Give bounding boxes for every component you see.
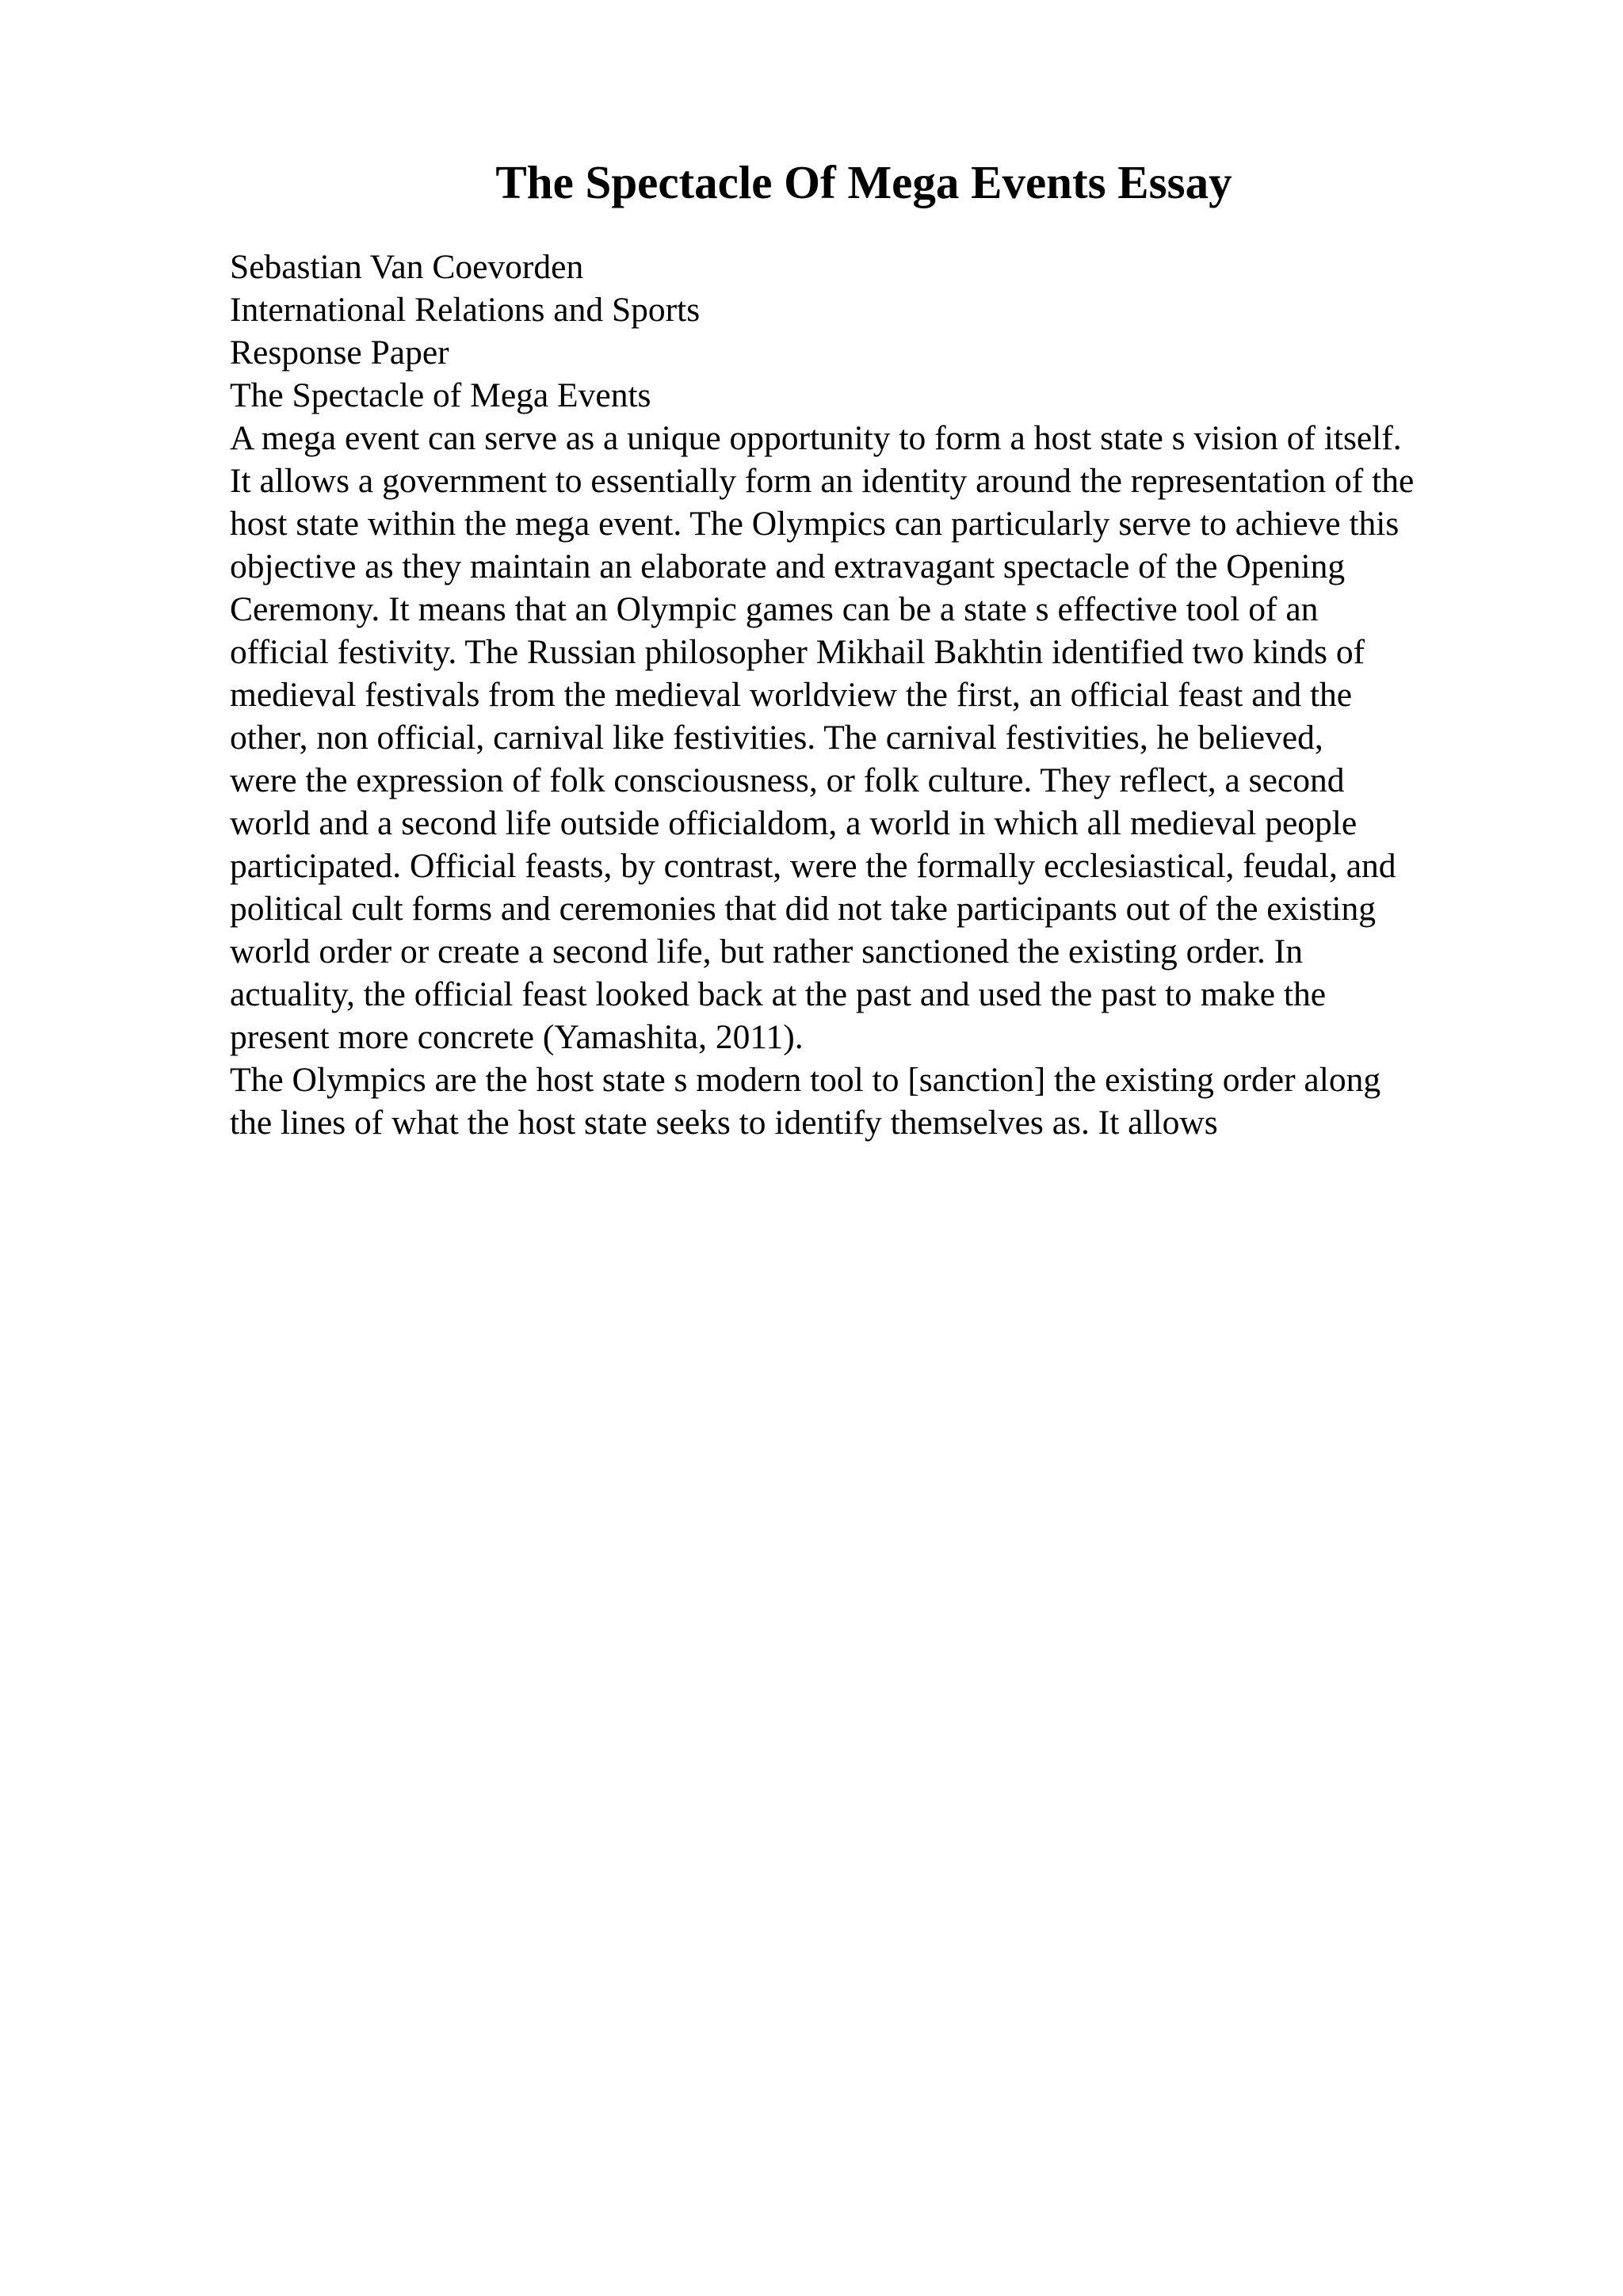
paper-title-line: The Spectacle of Mega Events	[230, 376, 651, 414]
body-text-line: participated. Official feasts, by contrast, were the formally ecclesiastical, feudal, and	[230, 847, 1396, 885]
body-text-line: actuality, the official feast looked back at the past and used the past to make the	[230, 975, 1327, 1013]
body-text-line: the lines of what the host state seeks to identify themselves as. It allows	[230, 1104, 1218, 1142]
body-text-line: The Olympics are the host state s modern tool to [sanction] the existing order along	[230, 1061, 1381, 1099]
body-text-line: objective as they maintain an elaborate and extravagant spectacle of the Opening	[230, 547, 1346, 585]
body-text-line: Ceremony. It means that an Olympic games can be a state s effective tool of an	[230, 590, 1319, 628]
body-text-line: were the expression of folk consciousness, or folk culture. They reflect, a second	[230, 761, 1345, 799]
author-line: Sebastian Van Coevorden	[230, 248, 584, 286]
body-text-line: present more concrete (Yamashita, 2011).	[230, 1018, 804, 1056]
document-title: The Spectacle Of Mega Events Essay	[495, 156, 1232, 208]
body-text-line: other, non official, carnival like festivities. The carnival festivities, he believed,	[230, 719, 1323, 757]
body-text-line: It allows a government to essentially form an identity around the representation of the	[230, 462, 1415, 500]
body-text-line: A mega event can serve as a unique opportunity to form a host state s vision of itself.	[230, 419, 1402, 457]
body-text-line: official festivity. The Russian philosopher Mikhail Bakhtin identified two kinds of	[230, 633, 1365, 671]
course-line: International Relations and Sports	[230, 291, 701, 329]
document-body	[230, 246, 1593, 1144]
paper-type-line: Response Paper	[230, 334, 449, 372]
body-text-line: world and a second life outside officialdom, a world in which all medieval people	[230, 804, 1358, 842]
body-text-line: medieval festivals from the medieval worldview the first, an official feast and the	[230, 676, 1353, 714]
body-text-line: host state within the mega event. The Olympics can particularly serve to achieve this	[230, 505, 1400, 543]
body-text-line: world order or create a second life, but rather sanctioned the existing order. In	[230, 933, 1304, 971]
body-text-line: political cult forms and ceremonies that did not take participants out of the existing	[230, 890, 1376, 928]
